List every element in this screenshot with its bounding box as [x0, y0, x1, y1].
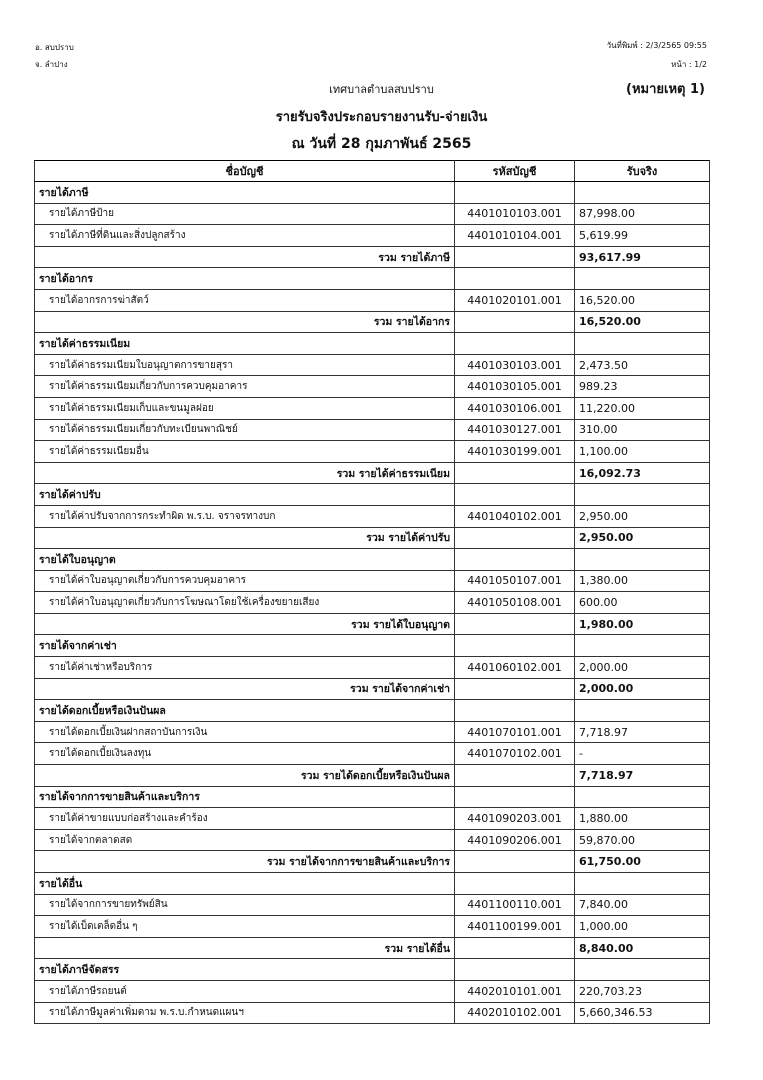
account-name-cell: รายได้เบ็ดเตล็ดอื่น ๆ [35, 916, 455, 938]
account-name-cell: รายได้อากรการฆ่าสัตว์ [35, 289, 455, 311]
report-title: รายรับจริงประกอบรายงานรับ-จ่ายเงิน [275, 110, 488, 125]
account-code-cell: 4401070101.001 [455, 721, 575, 743]
amount-cell: 220,703.23 [575, 980, 710, 1002]
amount-cell: 5,660,346.53 [575, 1002, 710, 1024]
amount-cell [575, 268, 710, 290]
account-code-cell: 4401030199.001 [455, 441, 575, 463]
account-code-cell [455, 678, 575, 700]
account-code-cell: 4401090203.001 [455, 808, 575, 830]
province-label: จ. ลำปาง [35, 60, 68, 69]
table-row [35, 808, 710, 830]
account-name-cell: รายได้ภาษีมูลค่าเพิ่มตาม พ.ร.บ.กำหนดแผนฯ [35, 1002, 455, 1024]
account-name-cell: รายได้ภาษี [35, 182, 455, 204]
account-name-cell: รวม รายได้ค่าธรรมเนียม [35, 462, 455, 484]
table-row [35, 225, 710, 247]
category-row [35, 549, 710, 571]
amount-cell: 1,980.00 [575, 613, 710, 635]
account-code-cell [455, 786, 575, 808]
account-name-cell: รวม รายได้ภาษี [35, 246, 455, 268]
account-name-cell: รายได้จากการขายสินค้าและบริการ [35, 786, 455, 808]
table-header-row [35, 161, 710, 182]
account-name-cell: รายได้ค่าเช่าหรือบริการ [35, 657, 455, 679]
category-row [35, 959, 710, 981]
report-date: ณ วันที่ 28 กุมภาพันธ์ 2565 [291, 136, 472, 152]
total-row [35, 527, 710, 549]
amount-cell: 7,718.97 [575, 765, 710, 787]
total-row [35, 311, 710, 333]
amount-cell [575, 700, 710, 722]
total-row [35, 851, 710, 873]
account-code-cell: 4401050107.001 [455, 570, 575, 592]
amount-cell: 600.00 [575, 592, 710, 614]
account-code-cell: 4401060102.001 [455, 657, 575, 679]
account-name-cell: รายได้ค่าใบอนุญาตเกี่ยวกับการควบคุมอาคาร [35, 570, 455, 592]
category-row [35, 182, 710, 204]
account-name-cell: รายได้จากตลาดสด [35, 829, 455, 851]
table-row [35, 980, 710, 1002]
amount-cell: 310.00 [575, 419, 710, 441]
account-name-cell: รายได้ค่าธรรมเนียมใบอนุญาตการขายสุรา [35, 354, 455, 376]
amount-cell: 2,000.00 [575, 678, 710, 700]
account-code-cell [455, 851, 575, 873]
account-name-cell: รายได้ค่าขายแบบก่อสร้างและคำร้อง [35, 808, 455, 830]
amount-cell: 1,380.00 [575, 570, 710, 592]
table-row [35, 570, 710, 592]
amount-cell: 59,870.00 [575, 829, 710, 851]
amount-cell: 1,880.00 [575, 808, 710, 830]
account-code-cell: 4401030105.001 [455, 376, 575, 398]
account-name-cell: รายได้ค่าใบอนุญาตเกี่ยวกับการโฆษณาโดยใช้เครื่องขยายเสียง [35, 592, 455, 614]
organization-name: เทศบาลตำบลสบปราบ [329, 83, 434, 96]
account-name-cell: รวม รายได้ค่าปรับ [35, 527, 455, 549]
amount-cell: 2,473.50 [575, 354, 710, 376]
account-code-cell: 4401070102.001 [455, 743, 575, 765]
category-row [35, 786, 710, 808]
account-name-cell: รายได้จากค่าเช่า [35, 635, 455, 657]
account-name-cell: รายได้ดอกเบี้ยเงินฝากสถาบันการเงิน [35, 721, 455, 743]
amount-cell [575, 959, 710, 981]
account-name-cell: รายได้อื่น [35, 873, 455, 895]
account-code-cell: 4401100110.001 [455, 894, 575, 916]
category-row [35, 268, 710, 290]
account-name-cell: รายได้ดอกเบี้ยเงินลงทุน [35, 743, 455, 765]
table-row [35, 289, 710, 311]
amount-cell: 8,840.00 [575, 937, 710, 959]
account-name-cell: รายได้ค่าปรับจากการกระทำผิด พ.ร.บ. จราจรทางบก [35, 505, 455, 527]
account-code-cell [455, 311, 575, 333]
amount-cell: 16,520.00 [575, 311, 710, 333]
table-row [35, 441, 710, 463]
account-name-cell: รายได้ค่าปรับ [35, 484, 455, 506]
account-code-cell [455, 246, 575, 268]
account-code-cell: 4401100199.001 [455, 916, 575, 938]
account-code-cell [455, 462, 575, 484]
revenue-table [34, 160, 710, 1024]
total-row [35, 462, 710, 484]
account-name-cell: รวม รายได้ดอกเบี้ยหรือเงินปันผล [35, 765, 455, 787]
col-header-amount: รับจริง [575, 161, 710, 182]
table-row [35, 657, 710, 679]
account-code-cell [455, 635, 575, 657]
amount-cell [575, 873, 710, 895]
account-code-cell: 4401010104.001 [455, 225, 575, 247]
account-code-cell: 4401040102.001 [455, 505, 575, 527]
account-code-cell: 4402010102.001 [455, 1002, 575, 1024]
account-code-cell [455, 613, 575, 635]
table-row [35, 1002, 710, 1024]
account-name-cell: รวม รายได้อากร [35, 311, 455, 333]
account-code-cell: 4401050108.001 [455, 592, 575, 614]
account-code-cell: 4401020101.001 [455, 289, 575, 311]
amount-cell: 989.23 [575, 376, 710, 398]
amount-cell: 16,092.73 [575, 462, 710, 484]
category-row [35, 333, 710, 355]
account-name-cell: รายได้จากการขายทรัพย์สิน [35, 894, 455, 916]
table-row [35, 419, 710, 441]
account-name-cell: รายได้ใบอนุญาต [35, 549, 455, 571]
amount-cell: 61,750.00 [575, 851, 710, 873]
total-row [35, 678, 710, 700]
account-name-cell: รวม รายได้อื่น [35, 937, 455, 959]
account-code-cell [455, 182, 575, 204]
account-code-cell: 4401030103.001 [455, 354, 575, 376]
table-row [35, 592, 710, 614]
amount-cell [575, 333, 710, 355]
table-row [35, 203, 710, 225]
table-row [35, 354, 710, 376]
account-name-cell: รายได้อากร [35, 268, 455, 290]
account-code-cell: 4401030127.001 [455, 419, 575, 441]
account-name-cell: รายได้ภาษีที่ดินและสิ่งปลูกสร้าง [35, 225, 455, 247]
note-label: (หมายเหตุ 1) [626, 82, 705, 97]
account-name-cell: รายได้ค่าธรรมเนียมเกี่ยวกับการควบคุมอาคาร [35, 376, 455, 398]
amount-cell: 2,950.00 [575, 505, 710, 527]
amount-cell: - [575, 743, 710, 765]
account-code-cell: 4402010101.001 [455, 980, 575, 1002]
account-code-cell [455, 959, 575, 981]
total-row [35, 765, 710, 787]
table-row [35, 916, 710, 938]
account-code-cell [455, 700, 575, 722]
category-row [35, 635, 710, 657]
account-code-cell [455, 873, 575, 895]
table-row [35, 505, 710, 527]
col-header-name: ชื่อบัญชี [35, 161, 455, 182]
account-code-cell [455, 333, 575, 355]
table-body [35, 182, 710, 1024]
print-date: วันที่พิมพ์ : 2/3/2565 09:55 [606, 41, 707, 50]
account-name-cell: รายได้ค่าธรรมเนียม [35, 333, 455, 355]
account-name-cell: รายได้ค่าธรรมเนียมเก็บและขนมูลฝอย [35, 397, 455, 419]
amount-cell [575, 549, 710, 571]
table-row [35, 829, 710, 851]
table-row [35, 721, 710, 743]
page-number: หน้า : 1/2 [671, 60, 707, 69]
account-code-cell: 4401010103.001 [455, 203, 575, 225]
category-row [35, 873, 710, 895]
table-row [35, 397, 710, 419]
amount-cell: 1,100.00 [575, 441, 710, 463]
amount-cell: 2,000.00 [575, 657, 710, 679]
amount-cell: 5,619.99 [575, 225, 710, 247]
account-code-cell [455, 484, 575, 506]
total-row [35, 613, 710, 635]
amount-cell: 93,617.99 [575, 246, 710, 268]
table-row [35, 894, 710, 916]
district-label: อ. สบปราบ [35, 43, 74, 52]
amount-cell: 1,000.00 [575, 916, 710, 938]
account-name-cell: รายได้ภาษีจัดสรร [35, 959, 455, 981]
account-name-cell: รายได้ค่าธรรมเนียมอื่น [35, 441, 455, 463]
account-name-cell: รายได้ดอกเบี้ยหรือเงินปันผล [35, 700, 455, 722]
table-row [35, 376, 710, 398]
amount-cell [575, 786, 710, 808]
amount-cell: 87,998.00 [575, 203, 710, 225]
account-code-cell: 4401030106.001 [455, 397, 575, 419]
account-name-cell: รวม รายได้จากค่าเช่า [35, 678, 455, 700]
amount-cell: 2,950.00 [575, 527, 710, 549]
account-name-cell: รายได้ค่าธรรมเนียมเกี่ยวกับทะเบียนพาณิชย์ [35, 419, 455, 441]
category-row [35, 700, 710, 722]
amount-cell: 11,220.00 [575, 397, 710, 419]
table-row [35, 743, 710, 765]
amount-cell [575, 182, 710, 204]
account-code-cell [455, 268, 575, 290]
total-row [35, 246, 710, 268]
col-header-code: รหัสบัญชี [455, 161, 575, 182]
total-row [35, 937, 710, 959]
amount-cell: 7,840.00 [575, 894, 710, 916]
account-code-cell [455, 765, 575, 787]
amount-cell: 7,718.97 [575, 721, 710, 743]
account-code-cell: 4401090206.001 [455, 829, 575, 851]
account-name-cell: รวม รายได้ใบอนุญาต [35, 613, 455, 635]
account-code-cell [455, 527, 575, 549]
amount-cell [575, 635, 710, 657]
account-name-cell: รายได้ภาษีป้าย [35, 203, 455, 225]
account-code-cell [455, 937, 575, 959]
account-name-cell: รายได้ภาษีรถยนต์ [35, 980, 455, 1002]
amount-cell [575, 484, 710, 506]
account-name-cell: รวม รายได้จากการขายสินค้าและบริการ [35, 851, 455, 873]
account-code-cell [455, 549, 575, 571]
amount-cell: 16,520.00 [575, 289, 710, 311]
category-row [35, 484, 710, 506]
